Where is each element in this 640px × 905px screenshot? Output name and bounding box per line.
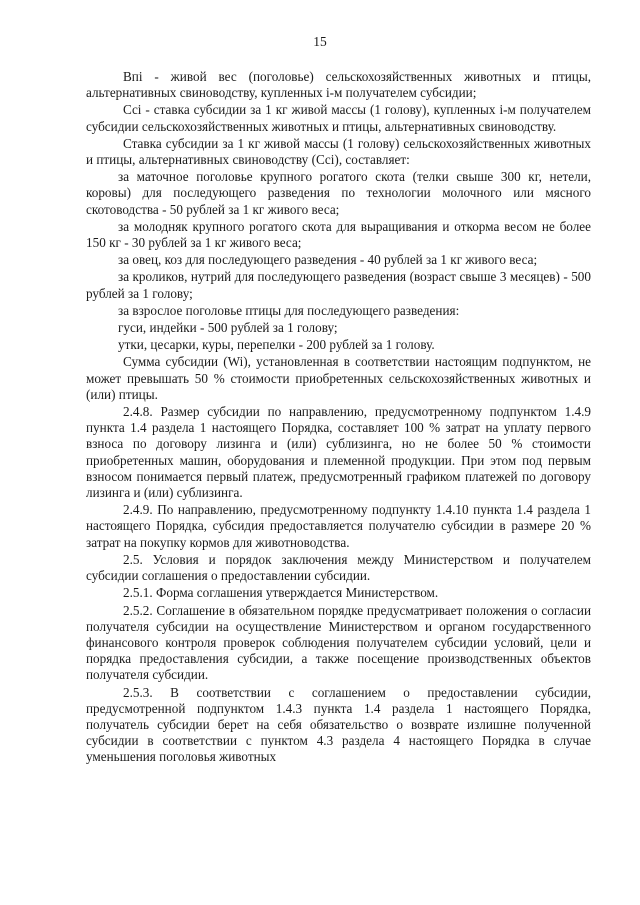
list-item-ducks-chickens: утки, цесарки, куры, перепелки - 200 рублей за 1 голову. — [118, 337, 435, 353]
paragraph-subsidy-limit: Сумма субсидии (Wi), установленная в соответствии настоящим подпунктом, не может превышать 50 % стоимости приобретенных сельскохозяйственных животных и (или) птицы. — [86, 354, 591, 402]
page-number: 15 — [313, 34, 327, 49]
paragraph-2-4-9: 2.4.9. По направлению, предусмотренному подпункту 1.4.10 пункта 1.4 раздела 1 настоящего Порядка, субсидия предоставляется получателю субсидии в размере 20 % затрат на покупку кормов для животноводства. — [86, 502, 591, 550]
paragraph-rate-definition: Ссi - ставка субсидии за 1 кг живой массы (1 голову), купленных i-м получателем субсидии сельскохозяйственных животных и птицы, альтернативных свиноводству. — [86, 102, 591, 134]
paragraph-2-4-8: 2.4.8. Размер субсидии по направлению, предусмотренному подпунктом 1.4.9 пункта 1.4 раздела 1 настоящего Порядка, составляет 100 % затрат на уплату первого взноса по договору лизинга и (или) сублизинга, но не более 50 % стоимости приобретенных машин, оборудования и племенной продукции. При этом под первым взносом понимается первый платеж, предусмотренный графиком платежей по договору лизинга и (или) сублизинга. — [86, 404, 591, 501]
document-body — [86, 69, 591, 767]
paragraph-live-weight-definition: Bпi - живой вес (поголовье) сельскохозяйственных животных и птицы, альтернативных свиноводству, купленных i-м получателем субсидии; — [86, 69, 591, 101]
list-item-rabbits: за кроликов, нутрий для последующего разведения (возраст свыше 3 месяцев) - 500 рублей за 1 голову; — [86, 269, 591, 301]
paragraph-2-5-2: 2.5.2. Соглашение в обязательном порядке предусматривает положения о согласии получателя субсидии на осуществление Министерством и органом государственного финансового контроля проверок соблюдения получателем субсидии условий, цели и порядка предоставления субсидии, а также посещение производственных объектов получателя субсидии. — [86, 602, 591, 683]
paragraph-rate-intro: Ставка субсидии за 1 кг живой массы (1 голову) сельскохозяйственных животных и птицы, альтернативных свиноводству (Ссi), составляет: — [86, 135, 591, 168]
list-item-young-cattle: за молодняк крупного рогатого скота для выращивания и откорма весом не более 150 кг - 30 рублей за 1 кг живого веса; — [86, 218, 591, 251]
list-item-sheep-goats: за овец, коз для последующего разведения - 40 рублей за 1 кг живого веса; — [118, 252, 538, 268]
list-item-geese-turkeys: гуси, индейки - 500 рублей за 1 голову; — [118, 320, 338, 336]
paragraph-2-5: 2.5. Условия и порядок заключения между Министерством и получателем субсидии соглашения о предоставлении субсидии. — [86, 551, 591, 584]
list-item-poultry-intro: за взрослое поголовье птицы для последующего разведения: — [118, 302, 460, 318]
list-item-breeding-cattle: за маточное поголовье крупного рогатого скота (телки свыше 300 кг, нетели, коровы) для последующего разведения по технологии молочного или мясного скотоводства - 50 рублей за 1 кг живого веса; — [86, 169, 591, 217]
paragraph-2-5-1: 2.5.1. Форма соглашения утверждается Министерством. — [123, 585, 439, 601]
paragraph-2-5-3: 2.5.3. В соответствии с соглашением о предоставлении субсидии, предусмотренной подпунктом 1.4.3 пункта 1.4 раздела 1 настоящего Порядка, получатель субсидии берет на себя обязательство о возврате излишне полученной субсидии в соответствии с пунктом 4.3 раздела 4 настоящего Порядка в случае уменьшения поголовья животных — [86, 684, 591, 765]
